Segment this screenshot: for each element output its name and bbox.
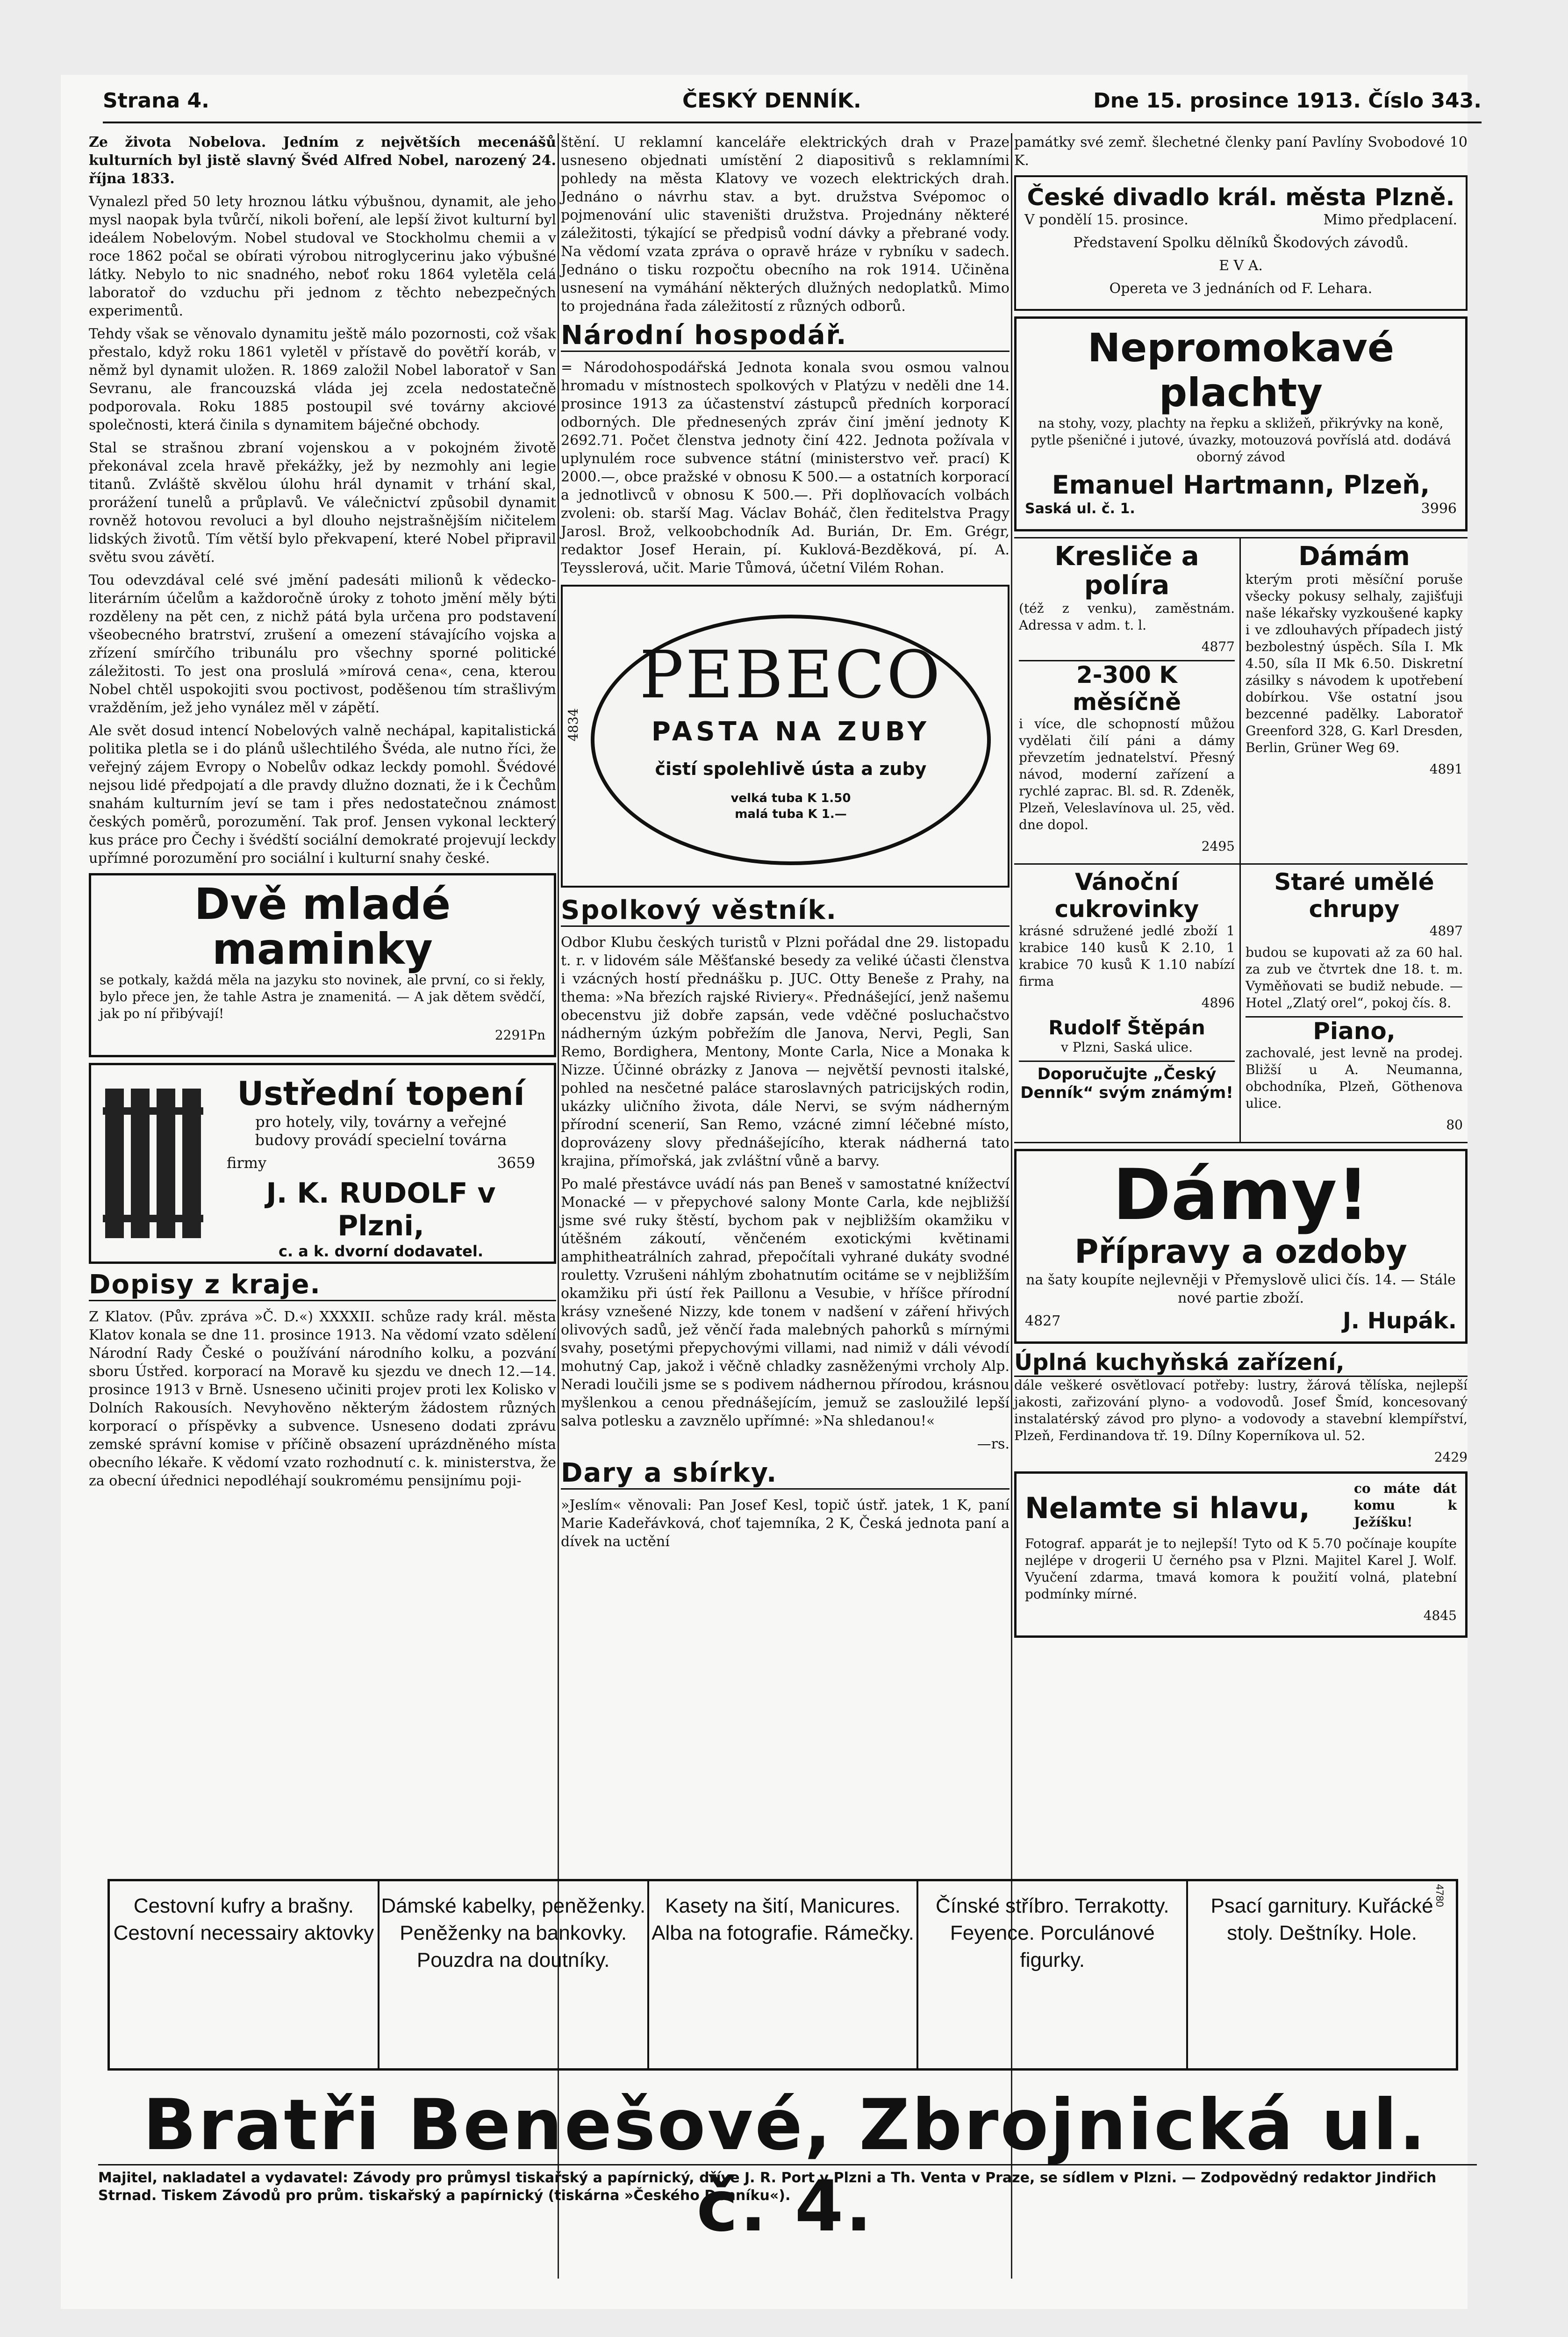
draw-code: 4877: [1201, 639, 1235, 654]
ad-ladies: [1241, 538, 1468, 865]
tarp-title: Nepromokavé plachty: [1087, 325, 1395, 416]
dames-text: na šaty koupíte nejlevněji v Přemyslově ulici čís. 14. — Stále nové partie zboží.: [1026, 1272, 1456, 1306]
article-gifts-cont: památky své zemř. šlechetné členky paní Pavlíny Svobodové 10 K.: [1014, 134, 1468, 169]
newspaper-title: ČESKÝ DENNÍK.: [682, 89, 861, 113]
ad-heating-firm: firmy: [227, 1154, 267, 1172]
theatre-desc: Opereta ve 3 jednáních od F. Lehara.: [1109, 280, 1373, 297]
kitchen-title: Úplná kuchyňská zařízení,: [1014, 1349, 1468, 1377]
theatre-date: V pondělí 15. prosince.: [1024, 212, 1189, 228]
earn-code: 2495: [1201, 839, 1235, 854]
theatre-note: Mimo předplacení.: [1323, 212, 1457, 228]
teeth-text: budou se kupovati až za 60 hal. za zub ve čtvrtek dne 18. t. m. Vyměňovati se budiž nebude. — Hotel „Zlatý orel“, pokoj čís. 8.: [1246, 945, 1463, 1011]
theatre-play: E V A.: [1219, 258, 1263, 274]
column-3: [1014, 133, 1468, 1643]
goods-cell-5-text: Psací garnitury. Kuřácké stoly. Deštníky. Hole.: [1210, 1894, 1433, 1944]
tarp-text: na stohy, vozy, plachty na řepku a skližeň, přikrývky na koně, pytle pšeničné i jutové, úvazky, motouzová povříslá atd. dodává oborný závod: [1031, 416, 1451, 465]
ladies-code: 4891: [1429, 761, 1463, 777]
ad-pebeco-title: PEBECO: [639, 637, 942, 713]
article-nobel-p2: Tehdy však se věnovalo dynamitu ještě málo pozornosti, což však přestalo, když roku 1861 vyletěl v přístavě do povětří koráb, v němž byl dynamit uložen. R. 1869 založil Nobel laboratoř v San Sevranu, ale francouzská vláda jej zcela nedostatečně podporovala. Roku 1885 postoupil své továrny akciové společnosti, která činila s dynamitem báječné obchody.: [89, 326, 556, 433]
ladies-title: Dámám: [1298, 541, 1410, 572]
ad-tarpaulins: [1014, 316, 1468, 531]
imprint-footer: Majitel, nakladatel a vydavatel: Závody pro průmysl tiskařský a papírnický, dříve J. R. Port v Plzni a Th. Venta v Praze, se sídlem v Plzni. — Zodpovědný redaktor Jindřich Strnad. Tiskem Závodů pro prům. tiskařský a papírnický (tiskárna »Českého Denníku«).: [98, 2164, 1477, 2205]
piano-code: 80: [1446, 1117, 1463, 1133]
goods-code: 4780: [1433, 1884, 1446, 1907]
column-1: [89, 133, 556, 1495]
article-klatovy-cont: štění. U reklamní kanceláře elektrických drah v Praze usneseno objednati umístění 2 diapositivů s reklamními pohledy na města Klatovy ve vozech elektrických drah. Jednáno o návrhu stav. a byt. družstva Svépomoc o pojmenování ulic staveništi družstva. Projednány některé záležitosti, týkající se předpisů vodní dávky a přebrané vody. Na vědomí vzata zpráva o opravě hráze v rybníku v sadech. Jednáno o tisku rozpočtu obecního na rok 1914. Učiněna usnesení na vymáhání některých dlužných nedoplatků. Mimo to projednána řada záležitostí z různých odborů.: [561, 134, 1010, 315]
article-nobel-p5: Ale svět dosud intencí Nobelových valně nechápal, kapitalistická politika pletla se i do plánů ušlechtilého Švéda, ale nutno říci, že veřejný zájem Evropy o Nobelův odkaz leckdy pomohl. Švédové nejsou lidé předpojatí a dle pravdy dlužno doznati, že i k Čechům snahám kulturním jeví se tam i přes nedostatečnou známost českých poměrů, porozumění. Tak prof. Jensen vykonal leckterý kus práce pro Čechy i švédští sociální demokraté projevují leckdy upřímné porozumění pro sociální i kulturní snahy české.: [89, 723, 556, 867]
piano-text: zachovalé, jest levně na prodej. Bližší u A. Neumanna, obchodníka, Plzeň, Göthenova ulice.: [1246, 1045, 1463, 1111]
ladies-text: kterým proti měsíční poruše všecky pokusy selhaly, zajišťuji naše lékařsky vyzkoušené kapky i ve zdlouhavých případech jistý bezbolestný úspěch. Síla I. Mk 4.50, síla II Mk 6.50. Diskretní zásilky s návodem k upotřebení dobírkou. Vše ostatní jsou bezcenné padělky. Laboratoř Greenford 328, G. Karl Dresden, Berlin, Grüner Weg 69.: [1246, 572, 1463, 755]
ad-heating-title: Ustřední topení: [237, 1075, 525, 1113]
ad-theatre: [1014, 175, 1468, 311]
ad-mothers-title: Dvě mladé maminky: [194, 879, 451, 974]
article-nobel-p3: Stal se strašnou zbraní vojenskou a v pokojném životě překonával zcela hravě překážky, jež by nezmohly ani legie titanů. Zvláště skvělou úlohu hrál dynamit v trhání skal, prorážení tunelů a průplavů. Ve válečnictví způsobil dynamit rovněž hotovou revoluci a byl dlouho nejstrašnějším ničitelem lidských životů. Tím větší bylo překvapení, které Nobel připravil světu svou závětí.: [89, 440, 556, 566]
ad-pebeco-claim: čistí spolehlivě ústa a zuby: [655, 759, 927, 779]
ad-pebeco-code: 4834: [566, 708, 581, 742]
ad-pebeco-sub: PASTA NA ZUBY: [651, 717, 931, 747]
section-economy: Národní hospodář.: [561, 320, 1010, 352]
xmas-code: 4896: [1201, 995, 1235, 1011]
ad-pebeco: [561, 585, 1010, 888]
ad-christmas: [1014, 865, 1241, 1143]
kitchen-code: 2429: [1434, 1449, 1468, 1465]
ad-draughtsmen: [1014, 538, 1241, 865]
tarp-addr: Saská ul. č. 1.: [1025, 501, 1135, 517]
issue-date: Dne 15. prosince 1913. Číslo 343.: [1093, 89, 1482, 113]
goods-cell-1: Cestovní kufry a brašny. Cestovní necessairy aktovky: [110, 1881, 379, 2068]
draw-title: Kresliče a políra: [1054, 541, 1199, 601]
article-klatovy: Z Klatov. (Pův. zpráva »Č. D.«) XXXXII. schůze rady král. města Klatov konala se dne 11. prosince 1913. Na vědomí vzato sdělení Národní Rady České o používání národního kolku, a pozvání sboru Ústřed. korporací na Moravě ku sjezdu ve dnech 12.—14. prosince 1913 v Brně. Usneseno učiniti projev proti lex Kolisko v Dolních Rakousích. Nevyhověno některým žádostem různých korporací o příspěvky a subvence. Usneseno dodati zprávu zemské správní komise v příčině obsazení uprázdněného místa obecního lékaře. K vědomí vzato rozhodnutí c. k. ministerstva, že za obecní úřednici nepodléhají soukromému pensijnímu poji-: [89, 1309, 556, 1489]
ad-heating-name: J. K. RUDOLF v Plzni,: [266, 1177, 496, 1242]
article-clubs-sign: —rs.: [977, 1436, 1010, 1452]
article-economy: = Národohospodářská Jednota konala svou osmou valnou hromadu v místnostech spolkových v Platýzu v neděli dne 14. prosince 1913 za účastenství zástupců předních korporací odborných. Dle přednesených zpráv činí jmění jednoty K 2692.71. Počet členstva jednoty činí 422. Jednota požívala v uplynulém roce subvence státní (ministerstvo veř. prací) K 2000.—, obce pražské v obnosu K 500.— a ostatních korporací a jednotlivců v obnosu K 500.—. Při doplňovacích volbách zvoleni: ob. starší Mag. Václav Boháč, člen ředitelstva Pragy Jarosl. Brož, velkoobchodník Ad. Burián, Dr. Em. Grégr, redaktor Josef Herain, pí. Kuklová-Bezděková, pí. A. Teysslerová, učit. Marie Tůmová, účetní Vilém Rohan.: [561, 359, 1010, 576]
page-number: Strana 4.: [103, 89, 209, 113]
ads-grid: [1014, 537, 1468, 1143]
goods-cell-2: Dámské kabelky, peněženky. Peněženky na bankovky. Pouzdra na doutníky.: [379, 1881, 649, 2068]
page-header: [103, 79, 1482, 123]
goods-cell-4: Čínské stříbro. Terrakotty. Feyence. Porculánové figurky.: [918, 1881, 1188, 2068]
ad-dentures: [1241, 865, 1468, 1143]
xmas-firm: Rudolf Štěpán: [1048, 1016, 1205, 1039]
photo-title: Nelamte si hlavu,: [1025, 1491, 1310, 1525]
ad-pebeco-big: velká tuba K 1.50: [730, 791, 851, 805]
tarp-code: 3996: [1421, 501, 1457, 517]
ad-heating-text: pro hotely, vily, továrny a veřejné budovy provádí specielní továrna: [255, 1113, 507, 1149]
ad-mothers-text: se potkaly, každá měla na jazyku sto novinek, ale první, co si řekly, bylo přece jen, že tahle Astra je znamenitá. — A jak dětem svědčí, jak po ní přibývají!: [100, 972, 545, 1021]
draw-text: (též z venku), zaměstnám. Adressa v adm. t. l.: [1019, 601, 1235, 633]
ad-central-heating: [89, 1063, 556, 1264]
ad-mothers: [89, 873, 556, 1057]
xmas-addr: v Plzni, Saská ulice.: [1061, 1039, 1193, 1055]
kitchen-text: dále veškeré osvětlovací potřeby: lustry, žárová tělíska, nejlepší jakosti, zařizování plyno- a vodovodů. Josef Šmíd, koncesovaný instalatérský závod pro plyno- a vodovody a stavební klempířství, Plzeň, Ferdinandova tř. 19. Dílny Koperníkova ul. 52.: [1014, 1377, 1468, 1443]
ad-benes-goods: [107, 1879, 1458, 2071]
dames-firm: J. Hupák.: [1342, 1308, 1457, 1334]
article-clubs: Odbor Klubu českých turistů v Plzni pořádal dne 29. listopadu t. r. v lidovém sále Měšťanské besedy za veliké účasti členstva i vzácných hostí přednášku p. JUC. Otty Beneše z Prahy, na thema: »Na březích rajské Riviery«. Přednášející, jenž našemu obecenstvu již dobře zapsán, vede vděčné posluchačstvo nádherným úzkým pobřežím dle Janova, Nervi, Pegli, San Remo, Bordighera, Mentony, Monte Carla, Nice a Monaka k Nizze. Účinné obrázky z Janova — největší pevnosti italské, pohled na nesčetné paláce staroslavných patricijských rodin, ukázky uličního života, dále Nervi, se svým nádherným přírodní scenerií, San Remo, vzácné zimní léčebné místo, doprovázeny slovy přednášejícího, kterak nádherná tato krajina, přímořská, jak zvláštní vůně a barvy.: [561, 934, 1010, 1169]
earn-text: i více, dle schopností můžou vydělati čilí páni a dámy převzetím jednatelství. Přesný návod, moderní zařízení a rychlé zaprac. Bl. sd. R. Zdeněk, Plzeň, Veleslavínova ul. 25, věd. dne dopol.: [1019, 716, 1235, 832]
ad-heating-code: 3659: [497, 1154, 535, 1172]
photo-text: Fotograf. apparát je to nejlepší! Tyto od K 5.70 počínaje koupíte nejlépe v drogerii U černého psa v Plzni. Majitel Karel J. Wolf. Vyučení zdarma, tmavá komora k použití volná, platební podmínky mírné.: [1025, 1536, 1457, 1602]
ad-mothers-code: 2291Pn: [494, 1027, 545, 1043]
xmas-text: krásné sdružené jedlé zboží 1 krabice 140 kusů K 2.10, 1 krabice 70 kusů K 1.10 nabízí firma: [1019, 923, 1235, 989]
earn-title: 2-300 K měsíčně: [1019, 660, 1235, 716]
teeth-code: 4897: [1429, 923, 1463, 939]
tarp-firm: Emanuel Hartmann, Plzeň,: [1052, 470, 1430, 500]
article-nobel-p1: Vynalezl před 50 lety hroznou látku výbušnou, dynamit, ale jeho mysl naopak byla tvůrčí, nikoli boření, ale lepší život kulturní byl ideálem Nobelovým. Nobel studoval ve Stockholmu chemii a v roce 1862 počal se obírati výrobou nitroglycerinu jako výbušné látky. Nebylo to nic snadného, neboť roku 1864 vyletěla celá laboratoř do vzduchu při jednom z těchto nebezpečných experimentů.: [89, 194, 556, 319]
radiator-icon: [100, 1079, 213, 1247]
photo-code: 4845: [1423, 1608, 1457, 1623]
ad-pebeco-small: malá tuba K 1.—: [735, 807, 847, 821]
ad-pebeco-oval: [591, 615, 991, 865]
section-gifts: Dary a sbírky.: [561, 1458, 1010, 1490]
newspaper-page: [61, 75, 1482, 2309]
dames-sub: Přípravy a ozdoby: [1074, 1233, 1407, 1271]
goods-cell-3: Kasety na šití, Manicures. Alba na fotografie. Rámečky.: [649, 1881, 919, 2068]
theatre-perf: Představení Spolku dělníků Škodových závodů.: [1073, 235, 1409, 251]
section-regions: Dopisy z kraje.: [89, 1269, 556, 1301]
theatre-title: České divadlo král. města Plzně.: [1027, 184, 1455, 211]
article-nobel-intro: Ze života Nobelova. Jedním z největších mecenášů kulturních byl jistě slavný Švéd Alfred Nobel, narozený 24. října 1833.: [89, 134, 556, 187]
xmas-title: Vánoční cukrovinky: [1054, 868, 1199, 923]
teeth-title: Staré umělé chrupy: [1274, 868, 1434, 923]
column-2: [561, 133, 1010, 1556]
photo-aside: co máte dát komu k Ježíšku!: [1354, 1481, 1457, 1530]
brand-benes: Bratři Benešové, Zbrojnická ul. č. 4.: [143, 2085, 1428, 2247]
dames-code: 4827: [1025, 1313, 1061, 1329]
article-clubs-2: Po malé přestávce uvádí nás pan Beneš v samostatné knížectví Monacké — v přepychové salony Monte Carla, kde nejbližší jsme své ruky štěstí, bychom pak v nejbližším okamžiku v útěšném zákoutí, věnčeném exotickými květinami amphitheatrálních zahrad, přepočítali vyhrané dukáty svodné rouletty. Vzrušeni náhlým zbohatnutím ocitáme se v nejbližším okamžiku při ústí řek Paillonu a Vesubie, v hříšce přírodní krásy vznešené Nizzy, kde tonem v nadšení v záření hřivých olivových sadů, jež věnčí řada malebných pahorků s mírnými svahy, posetými přepychovými villami, nad nimiž v dáli vévodí mohutný Cap, jakož i věčně chladky zasněženými vrcholy Alp. Neradi loučili jsme se s podivem nádhernou přírodou, krásnou myšlenkou a cenou přednášejícím, jemuž se zasloužilé lepší salva potlesku a zavznělo upřímné: »Na shledanou!«: [561, 1176, 1010, 1429]
ad-dames: [1014, 1149, 1468, 1344]
article-nobel-p4: Tou odevzdával celé své jmění padesáti milionů k vědecko-literárním účelům a každoročně úroky z tohoto jmění měly býti rozděleny na pět cen, z nichž pátá byla určena pro podstavení všeobecného bratrství, zrušení a omezení stávajícího vojska a zřízení smírčího tribunálu pro všechny sporné politické záležitosti. To jest ona proslulá »mírová cena«, cena, kterou Nobel chtěl uspokojiti svou poctivost, poděšenou tím strašlivým vražděním, jež jeho vynález měl v zápětí.: [89, 572, 556, 716]
dames-title: Dámy!: [1112, 1154, 1369, 1236]
ad-photo: [1014, 1471, 1468, 1638]
section-clubs: Spolkový věstník.: [561, 895, 1010, 927]
article-gifts: »Jeslím« věnovali: Pan Josef Kesl, topič ústř. jatek, 1 K, paní Marie Kadeřávková, choť tajemníka, 2 K, Česká jednota paní a dívek na uctění: [561, 1497, 1010, 1550]
piano-title: Piano,: [1246, 1016, 1463, 1045]
recommend: Doporučujte „Český Denník“ svým známým!: [1019, 1061, 1235, 1102]
ad-heating-sub: c. a k. dvorní dodavatel.: [279, 1242, 483, 1260]
goods-cell-5: [1188, 1881, 1456, 2068]
